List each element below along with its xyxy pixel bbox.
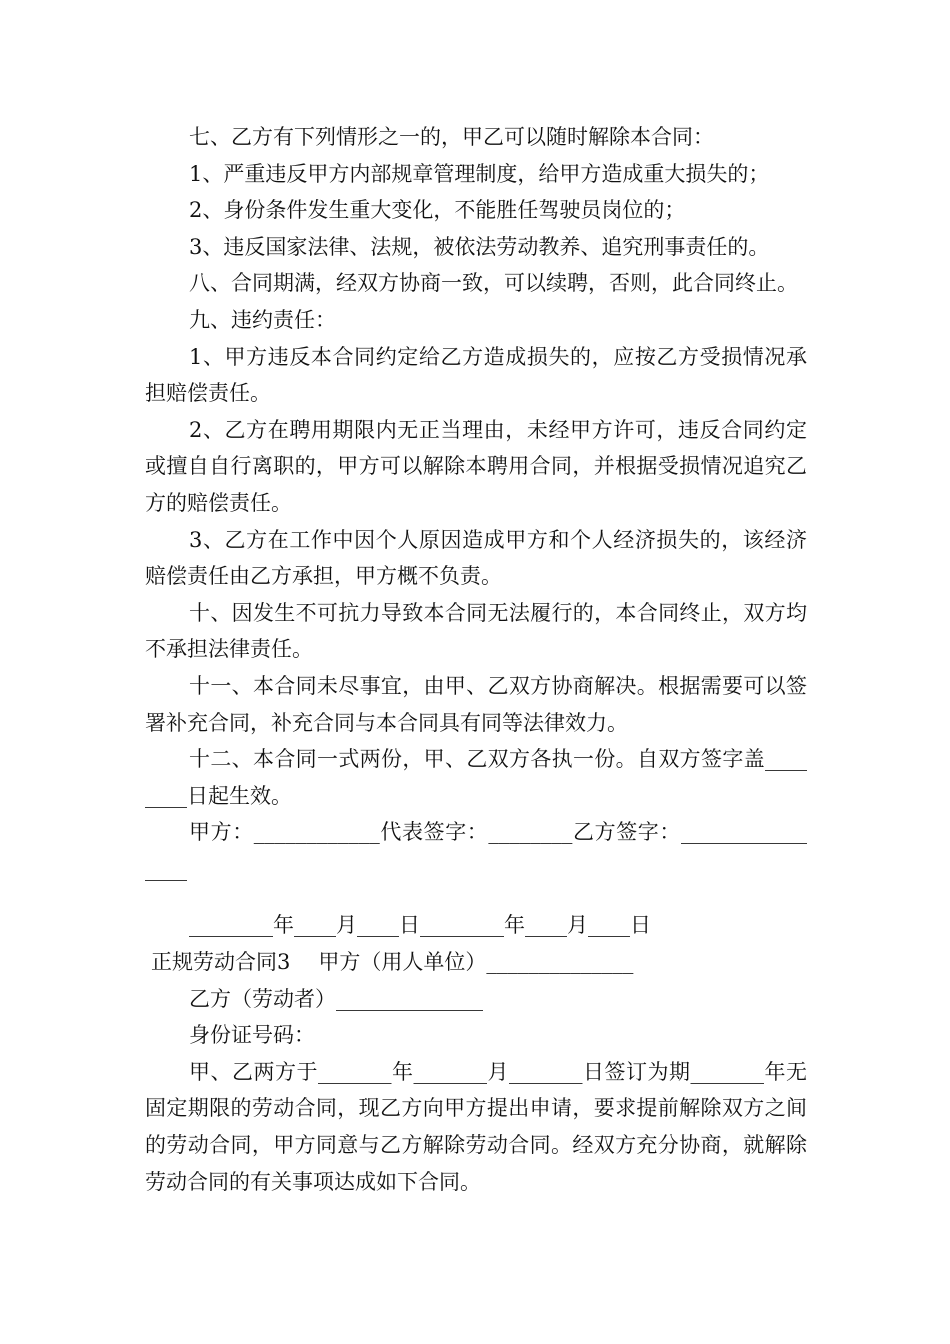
clause-8: 八、合同期满，经双方协商一致，可以续聘，否则，此合同终止。 xyxy=(189,271,798,296)
clause-9-item-1: 1、甲方违反本合同约定给乙方造成损失的，应按乙方受损情况承担赔偿责任。 xyxy=(145,344,807,406)
contract-heading-line xyxy=(145,944,807,981)
party-a-line: 甲方（用人单位）______________ xyxy=(318,950,634,975)
clause-9-item-3: 3、乙方在工作中因个人原因造成甲方和个人经济损失的，该经济赔偿责任由乙方承担，甲方概不负责。 xyxy=(145,527,807,589)
party-b-line: 乙方（劳动者）______________ xyxy=(189,986,483,1011)
clause-10: 十、因发生不可抗力导致本合同无法履行的，本合同终止，双方均不承担法律责任。 xyxy=(145,600,807,662)
clause-9-item-2: 2、乙方在聘用期限内无正当理由，未经甲方许可，违反合同约定或擅自自行离职的，甲方可以解除本聘用合同，并根据受损情况追究乙方的赔偿责任。 xyxy=(145,417,807,515)
clause-9-heading: 九、违约责任： xyxy=(189,307,336,332)
clause-11: 十一、本合同未尽事宜，由甲、乙双方协商解决。根据需要可以签署补充合同，补充合同与本合同具有同等法律效力。 xyxy=(145,673,807,735)
signature-date-line: ________年____月____日________年____月____日 xyxy=(189,913,651,938)
signature-line: 甲方：____________代表签字：________乙方签字：________________ xyxy=(145,820,807,881)
id-number-line: 身份证号码： xyxy=(189,1023,315,1048)
clause-12: 十二、本合同一式两份，甲、乙双方各执一份。自双方签字盖________日起生效。 xyxy=(145,747,807,808)
contract-title: 正规劳动合同3 xyxy=(151,950,291,975)
clause-7: 七、乙方有下列情形之一的，甲乙可以随时解除本合同： xyxy=(189,125,714,149)
document-body xyxy=(145,119,807,1200)
termination-paragraph: 甲、乙两方于_______年_______月_______日签订为期_______年无固定期限的劳动合同，现乙方向甲方提出申请，要求提前解除双方之间的劳动合同，甲方同意与乙方解除劳动合同。经双方充分协商，就解除劳动合同的有关事项达成如下合同。 xyxy=(145,1059,807,1194)
clause-7-item-3: 3、违反国家法律、法规，被依法劳动教养、追究刑事责任的。 xyxy=(189,234,770,259)
clause-7-item-1: 1、严重违反甲方内部规章管理制度，给甲方造成重大损失的； xyxy=(189,161,770,186)
clause-7-item-2: 2、身份条件发生重大变化，不能胜任驾驶员岗位的； xyxy=(189,198,686,223)
